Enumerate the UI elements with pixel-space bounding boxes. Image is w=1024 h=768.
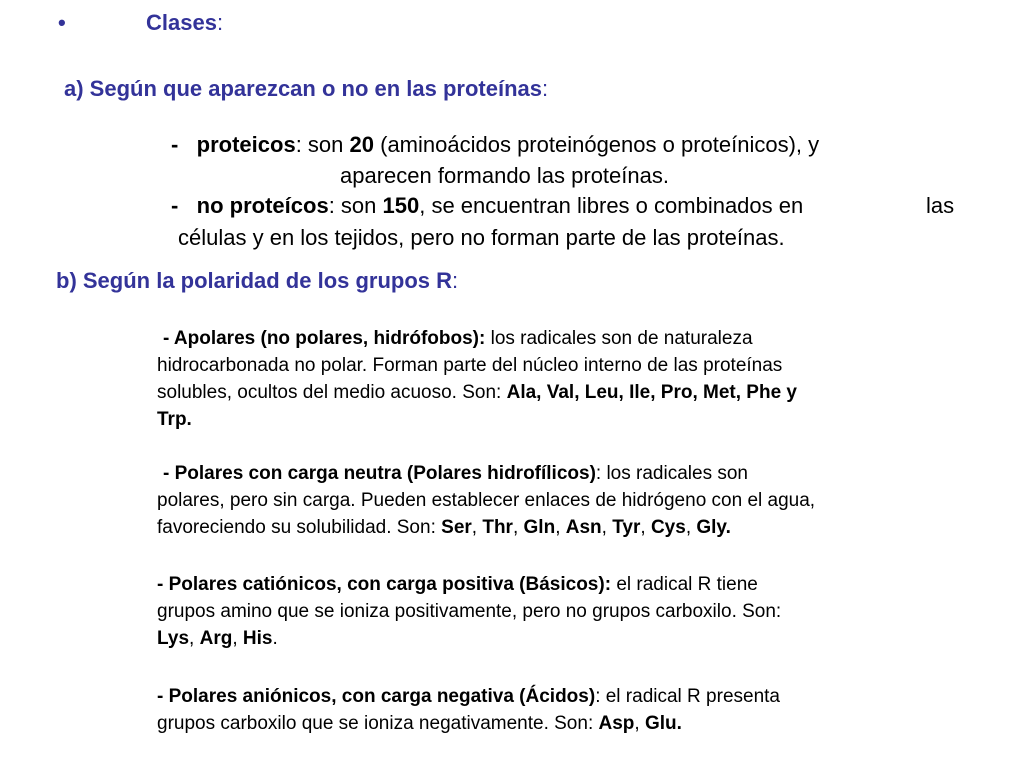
anionicos-line-2 xyxy=(157,710,682,737)
proteicos-line-2: aparecen formando las proteínas. xyxy=(340,163,669,188)
apolares-aminoacids: Ala, Val, Leu, Ile, Pro, Met, Phe y xyxy=(506,382,797,403)
aminoacid-lys: Lys xyxy=(157,628,190,649)
aminoacid-his: His xyxy=(242,628,273,649)
proteicos-count: 20 xyxy=(349,132,374,157)
proteicos-term: proteicos xyxy=(196,132,296,157)
separator: , xyxy=(189,628,200,649)
cationicos-line-2: grupos amino que se ioniza positivamente, pero no grupos carboxilo. Son: xyxy=(157,601,782,622)
neutros-text-1: : los radicales son xyxy=(595,463,748,484)
no-proteicos-line-1 xyxy=(171,191,803,221)
apolares-line-2: hidrocarbonada no polar. Forman parte del núcleo interno de las proteínas xyxy=(157,355,783,376)
separator: , xyxy=(634,713,645,734)
cationicos-line-3 xyxy=(157,625,278,652)
page-title xyxy=(146,10,223,36)
no-proteicos-line-2: células y en los tejidos, pero no forman parte de las proteínas. xyxy=(178,225,785,250)
section-b-heading-colon: : xyxy=(452,268,459,293)
neutros-line-3 xyxy=(157,514,731,541)
section-a-heading xyxy=(64,76,548,102)
cationicos-title: - Polares catiónicos, con carga positiva (Básicos): xyxy=(157,574,612,595)
apolares-aminoacid-trp: Trp. xyxy=(157,409,192,430)
no-proteicos-text-1: : son xyxy=(328,193,383,218)
anionicos-line-1 xyxy=(157,683,780,710)
line-end: . xyxy=(725,517,731,538)
anionicos-title: - Polares aniónicos, con carga negativa (Ácidos) xyxy=(157,686,596,707)
section-b-heading-text: b) Según la polaridad de los grupos R xyxy=(56,268,453,293)
no-proteicos-dash: - xyxy=(171,193,179,218)
bullet-icon: • xyxy=(58,10,66,35)
apolares-title: - Apolares (no polares, hidrófobos): xyxy=(163,328,486,349)
line-end: . xyxy=(272,628,278,649)
no-proteicos-count: 150 xyxy=(382,193,420,218)
separator: , xyxy=(601,517,613,538)
apolares-line-3 xyxy=(157,379,797,406)
apolares-line-4 xyxy=(157,406,192,433)
apolares-text-1: los radicales son de naturaleza xyxy=(485,328,753,349)
aminoacid-ser: Ser xyxy=(441,517,472,538)
page-title-colon: : xyxy=(216,10,224,35)
page-title-text: Clases xyxy=(146,10,217,35)
no-proteicos-term: no proteícos xyxy=(196,193,329,218)
aminoacid-asp: Asp xyxy=(598,713,635,734)
apolares-line-1 xyxy=(163,325,753,352)
anionicos-text-1: : el radical R presenta xyxy=(595,686,781,707)
section-a-heading-text: a) Según que aparezcan o no en las proteínas xyxy=(64,76,543,101)
proteicos-text-1: : son xyxy=(295,132,350,157)
neutros-title: - Polares con carga neutra (Polares hidrofílicos) xyxy=(163,463,596,484)
aminoacid-asn: Asn xyxy=(565,517,602,538)
neutros-line-2: polares, pero sin carga. Pueden establecer enlaces de hidrógeno con el agua, xyxy=(157,490,816,511)
separator: , xyxy=(640,517,651,538)
no-proteicos-text-2: , se encuentran libres o combinados en xyxy=(419,193,804,218)
line-end: . xyxy=(676,713,682,734)
section-b-heading xyxy=(56,268,458,294)
separator: , xyxy=(512,517,524,538)
separator: , xyxy=(555,517,566,538)
no-proteicos-text-3: las xyxy=(926,193,955,218)
aminoacid-tyr: Tyr xyxy=(612,517,641,538)
aminoacid-arg: Arg xyxy=(199,628,233,649)
proteicos-dash: - xyxy=(171,132,179,157)
separator: , xyxy=(685,517,697,538)
aminoacid-glu: Glu xyxy=(644,713,677,734)
separator: , xyxy=(232,628,243,649)
aminoacid-thr: Thr xyxy=(482,517,513,538)
neutros-line-1 xyxy=(163,460,748,487)
cationicos-text-1: el radical R tiene xyxy=(611,574,758,595)
aminoacid-gln: Gln xyxy=(523,517,556,538)
section-a-heading-colon: : xyxy=(542,76,549,101)
proteicos-text-2: (aminoácidos proteinógenos o proteínicos), y xyxy=(374,132,820,157)
cationicos-line-1 xyxy=(157,571,758,598)
neutros-text-3: favoreciendo su solubilidad. Son: xyxy=(157,517,442,538)
aminoacid-gly: Gly xyxy=(696,517,726,538)
aminoacid-cys: Cys xyxy=(650,517,686,538)
proteicos-line-1 xyxy=(171,130,819,160)
apolares-text-3: solubles, ocultos del medio acuoso. Son: xyxy=(157,382,507,403)
separator: , xyxy=(471,517,483,538)
anionicos-text-2: grupos carboxilo que se ioniza negativamente. Son: xyxy=(157,713,599,734)
